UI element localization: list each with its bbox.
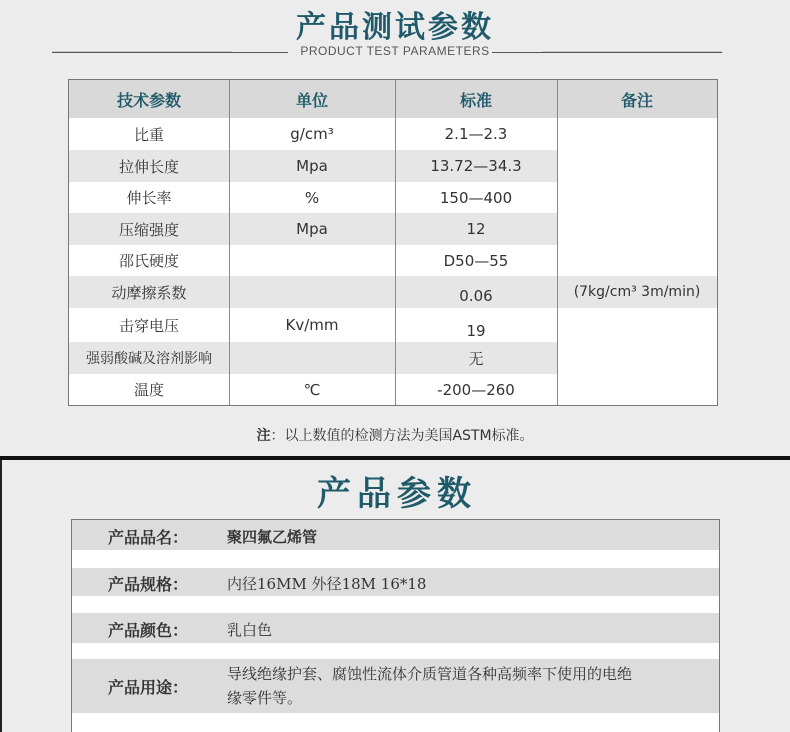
standard-cell: 无 [468, 349, 484, 368]
row-label: 产品品名： [108, 528, 189, 547]
standard-cell: 12 [466, 220, 486, 238]
footnote [0, 425, 790, 445]
standard-cell: 19 [466, 322, 486, 340]
unit-cell [229, 276, 395, 308]
standard-cell: 0.06 [459, 287, 493, 305]
param-cell: 拉伸长度 [118, 157, 179, 176]
param-cell: 击穿电压 [118, 316, 179, 335]
standard-cell: -200—260 [437, 380, 515, 399]
param-cell: 强弱酸碱及溶剂影响 [86, 351, 212, 367]
row-value: 内径16MM 外径18M 16*18 [227, 575, 427, 593]
standard-cell: D50—55 [443, 251, 509, 270]
subtitle-row [0, 44, 790, 62]
row-label: 产品规格： [108, 575, 189, 594]
table-row [72, 520, 719, 550]
unit-cell: g/cm³ [290, 125, 334, 143]
unit-cell [229, 245, 395, 276]
product-parameters-section [0, 460, 790, 732]
header-cell: 备注 [620, 90, 653, 110]
table-row [72, 613, 719, 643]
table-row [72, 568, 719, 596]
section-title: 产品参数 [317, 474, 477, 514]
row-value: 聚四氟乙烯管 [227, 528, 318, 546]
row-value-line: 导线绝缘护套、腐蚀性流体介质管道各种高频率下使用的电绝 [227, 665, 633, 683]
header-cell: 技术参数 [116, 90, 181, 110]
footnote-text: ：以上数值的检测方法为美国ASTM标准。 [270, 428, 534, 444]
unit-cell: Mpa [296, 220, 328, 238]
param-cell: 邵氏硬度 [118, 252, 179, 270]
unit-cell: Kv/mm [285, 316, 339, 334]
standard-cell: 150—400 [439, 188, 513, 207]
remark-cell: (7kg/cm³ 3m/min) [573, 284, 701, 300]
unit-cell: ℃ [303, 380, 321, 399]
param-cell: 动摩擦系数 [111, 283, 187, 302]
param-cell: 温度 [133, 381, 164, 399]
section-title: 产品测试参数 [296, 10, 494, 45]
standard-cell: 13.72—34.3 [430, 157, 522, 175]
row-value-line: 缘零件等。 [227, 689, 303, 707]
product-parameters-table [71, 519, 720, 732]
unit-cell [229, 342, 395, 374]
unit-cell: Mpa [296, 157, 328, 175]
column-divider [557, 80, 558, 405]
row-label: 产品用途： [108, 678, 189, 697]
standard-cell: 2.1—2.3 [444, 125, 508, 143]
footnote-label: 注 [256, 428, 271, 444]
row-label: 产品颜色： [108, 621, 189, 640]
param-cell: 伸长率 [126, 189, 172, 207]
param-cell: 比重 [133, 125, 164, 144]
test-parameters-table [68, 79, 718, 406]
unit-cell: % [304, 188, 320, 207]
row-value: 乳白色 [227, 621, 273, 639]
header-cell: 标准 [459, 90, 492, 110]
table-row [72, 659, 719, 713]
header-cell: 单位 [295, 90, 328, 110]
section-subtitle: PRODUCT TEST PARAMETERS [300, 44, 490, 58]
param-cell: 压缩强度 [118, 220, 179, 239]
